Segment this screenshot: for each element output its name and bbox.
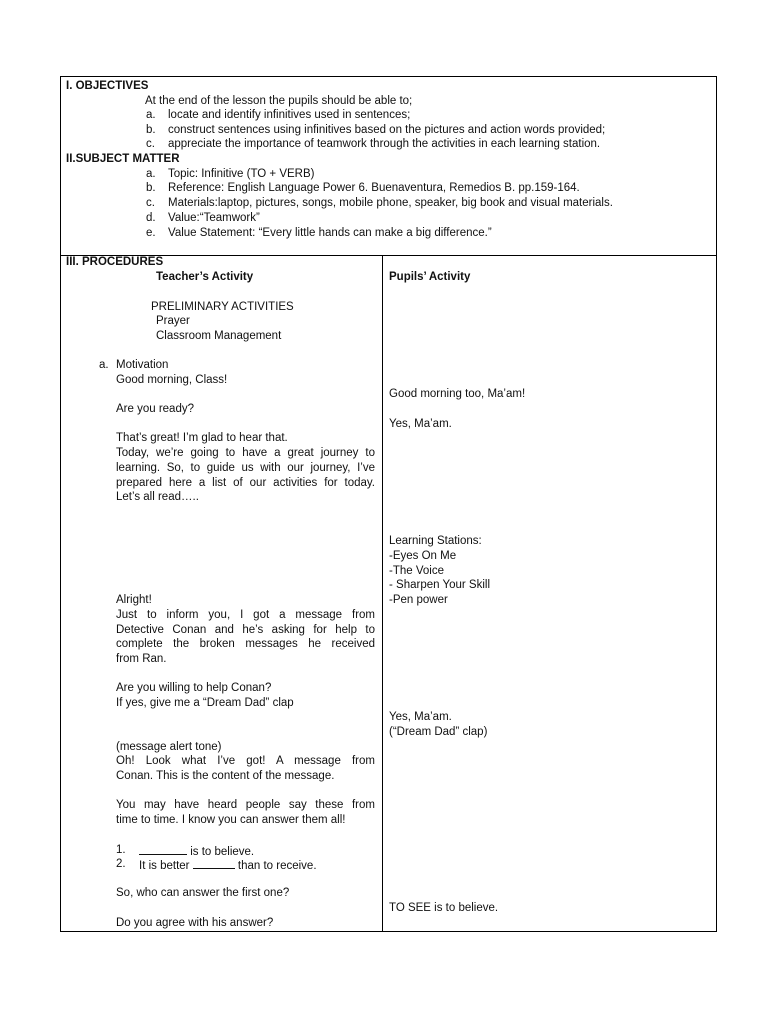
- teacher-paragraph-line: Today, we’re going to have a great journey to: [116, 447, 375, 459]
- objective-item: construct sentences using infinitives based on the pictures and action words provided;: [168, 124, 606, 136]
- subject-marker: a.: [146, 168, 156, 180]
- teacher-paragraph-line: prepared here a list of our activities for today.: [116, 477, 375, 489]
- teacher-line: That’s great! I’m glad to hear that.: [116, 432, 288, 444]
- pupils-line: TO SEE is to believe.: [389, 902, 499, 914]
- teacher-activity-heading: Teacher’s Activity: [156, 271, 254, 283]
- subject-item: Value Statement: “Every little hands can make a big difference.”: [168, 227, 492, 239]
- subject-marker: b.: [146, 182, 156, 194]
- subject-item: Value:“Teamwork”: [168, 212, 260, 224]
- subject-marker: c.: [146, 197, 155, 209]
- numbered-after: is to believe.: [187, 846, 255, 858]
- subject-item: Materials:laptop, pictures, songs, mobile phone, speaker, big book and visual materials.: [168, 197, 613, 209]
- pupils-line: Learning Stations:: [389, 535, 482, 547]
- motivation-marker: a.: [99, 359, 109, 371]
- subject-item: Topic: Infinitive (TO + VERB): [168, 168, 315, 180]
- teacher-paragraph-line: from Ran.: [116, 653, 167, 665]
- teacher-paragraph-line: time to time. I know you can answer them all!: [116, 814, 346, 826]
- objective-marker: b.: [146, 124, 156, 136]
- teacher-paragraph-line: Detective Conan and he’s asking for help to: [116, 624, 375, 636]
- teacher-paragraph-line: Conan. This is the content of the message.: [116, 770, 335, 782]
- teacher-line: (message alert tone): [116, 741, 222, 753]
- teacher-paragraph-line: Just to inform you, I got a message from: [116, 609, 375, 621]
- teacher-line: Are you ready?: [116, 403, 194, 415]
- objective-item: locate and identify infinitives used in sentences;: [168, 109, 411, 121]
- answer-blank: [193, 857, 235, 869]
- pupils-line: Yes, Ma’am.: [389, 711, 452, 723]
- preliminary-item: Classroom Management: [156, 330, 282, 342]
- teacher-line: Are you willing to help Conan?: [116, 682, 272, 694]
- objectives-intro: At the end of the lesson the pupils should be able to;: [145, 95, 413, 107]
- numbered-marker: 1.: [116, 844, 126, 856]
- preliminary-title: PRELIMINARY ACTIVITIES: [151, 301, 294, 313]
- objective-item: appreciate the importance of teamwork through the activities in each learning station.: [168, 138, 601, 150]
- teacher-paragraph-line: learning. So, to guide us with our journey, I’ve: [116, 462, 375, 474]
- numbered-before: It is better: [139, 860, 193, 872]
- motivation-label: Motivation: [116, 359, 169, 371]
- procedures-heading: III. PROCEDURES: [66, 256, 164, 268]
- teacher-paragraph-line: Let’s all read…..: [116, 491, 199, 503]
- subject-item: Reference: English Language Power 6. Buenaventura, Remedios B. pp.159-164.: [168, 182, 580, 194]
- subject-matter-heading: II.SUBJECT MATTER: [66, 153, 180, 165]
- teacher-line: So, who can answer the first one?: [116, 887, 290, 899]
- objective-marker: c.: [146, 138, 155, 150]
- pupils-line: - Sharpen Your Skill: [389, 579, 491, 591]
- pupils-line: -The Voice: [389, 565, 444, 577]
- column-divider: [382, 255, 383, 932]
- pupils-line: (“Dream Dad” clap): [389, 726, 488, 738]
- teacher-line: If yes, give me a “Dream Dad” clap: [116, 697, 294, 709]
- numbered-marker: 2.: [116, 858, 126, 870]
- numbered-after: than to receive.: [234, 860, 317, 872]
- teacher-paragraph-line: Oh! Look what I’ve got! A message from: [116, 755, 375, 767]
- teacher-line: Alright!: [116, 594, 152, 606]
- teacher-line: Do you agree with his answer?: [116, 917, 274, 929]
- pupils-line: -Eyes On Me: [389, 550, 457, 562]
- teacher-paragraph-line: complete the broken messages he received: [116, 638, 375, 650]
- answer-blank: [139, 843, 187, 855]
- preliminary-item: Prayer: [156, 315, 190, 327]
- pupils-line: Yes, Ma’am.: [389, 418, 452, 430]
- pupils-line: Good morning too, Ma’am!: [389, 388, 526, 400]
- subject-marker: d.: [146, 212, 156, 224]
- objective-marker: a.: [146, 109, 156, 121]
- subject-marker: e.: [146, 227, 156, 239]
- objectives-heading: I. OBJECTIVES: [66, 80, 149, 92]
- pupils-activity-heading: Pupils’ Activity: [389, 271, 471, 283]
- teacher-paragraph-line: You may have heard people say these from: [116, 799, 375, 811]
- pupils-line: -Pen power: [389, 594, 448, 606]
- teacher-line: Good morning, Class!: [116, 374, 228, 386]
- numbered-item: [139, 857, 317, 874]
